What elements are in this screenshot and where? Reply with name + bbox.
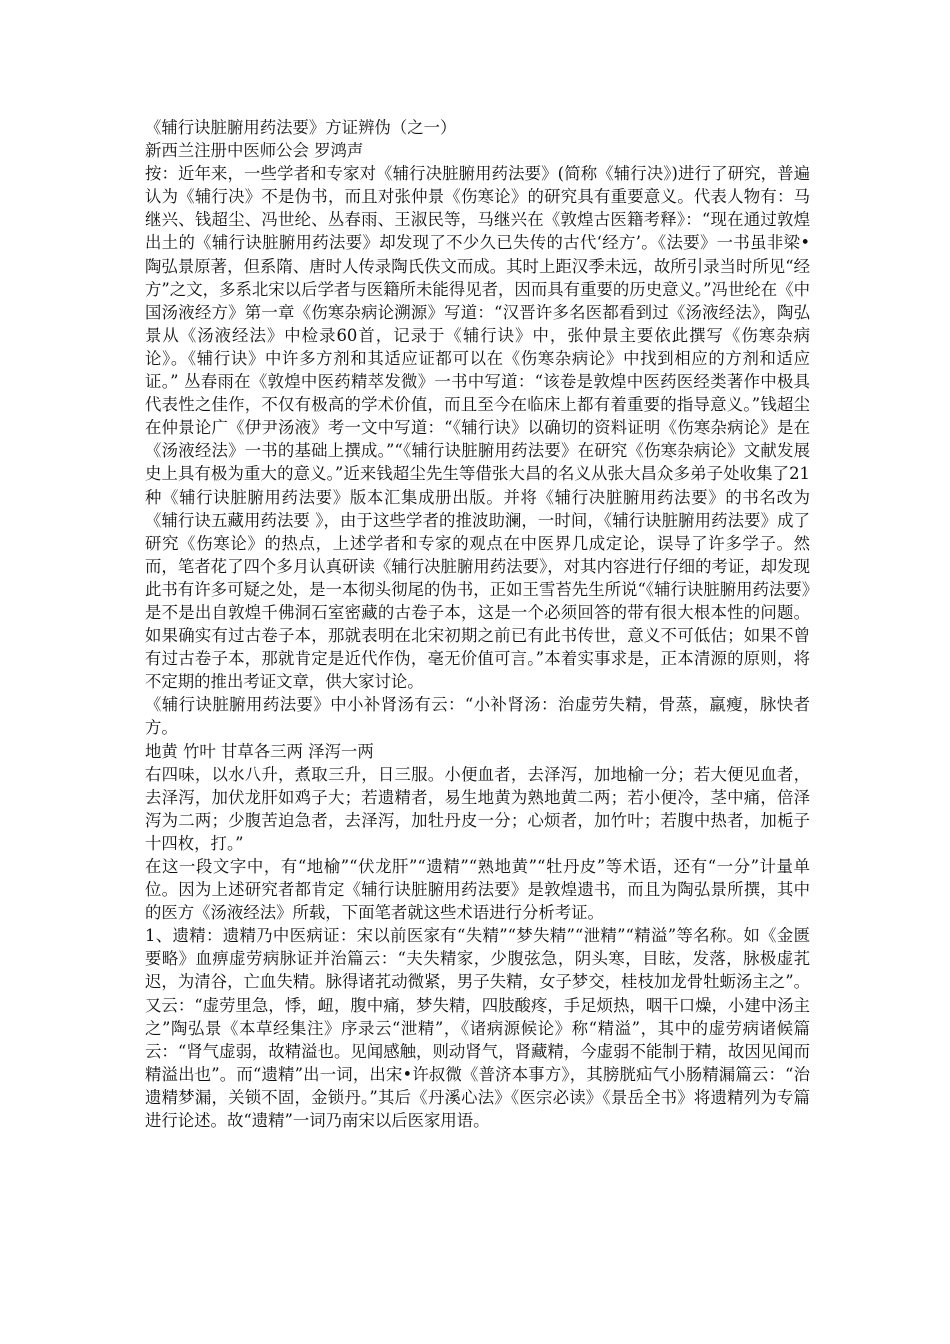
paragraph-xiao-bu-shen-tang: 《辅行诀脏腑用药法要》中小补肾汤有云：“小补肾汤：治虚劳失精，骨蒸，羸瘦，脉快者方。 <box>145 695 810 738</box>
paragraph-formula-instructions: 右四味，以水八升，煮取三升，日三服。小便血者，去泽泻，加地榆一分；若大便见血者，去泽泻，加伏龙肝如鸡子大；若遗精者，易生地黄为熟地黄二两；若小便冷，茎中痛，倍泽泻为二两；少腹苦迫急者，去泽泻，加牡丹皮一分；心烦者，加竹叶；若腹中热者，加栀子十四枚，打。” <box>145 764 810 853</box>
paragraph-introduction: 按：近年来，一些学者和专家对《辅行决脏腑用药法要》(简称《辅行决》)进行了研究，普遍认为《辅行决》不是伪书，而且对张仲景《伤寒论》的研究具有重要意义。代表人物有：马继兴、钱超尘、冯世纶、丛春雨、王淑民等，马继兴在《敦煌古医籍考释》：“现在通过敦煌出土的《辅行诀脏腑用药法要》却发现了不少久已失传的古代‘经方’。《法要》一书虽非梁•陶弘景原著，但系隋、唐时人传录陶氏佚文而成。其时上距汉季未远，故所引录当时所见“经方”之文，多系北宋以后学者与医籍所未能得见者，因而具有重要的历史意义。”冯世纶在《中国汤液经方》第一章《伤寒杂病论溯源》写道：“汉晋许多名医都看到过《汤液经法》，陶弘景从《汤液经法》中检录60首，记录于《辅行诀》中，张仲景主要依此撰写《伤寒杂病论》。《辅行诀》中许多方剂和其适应证都可以在《伤寒杂病论》中找到相应的方剂和适应证。” 丛春雨在《敦煌中医药精萃发微》一书中写道：“该卷是敦煌中医药医经类著作中极具代表性之佳作，不仅有极高的学术价值，而且至今在临床上都有着重要的指导意义。”钱超尘在仲景论广《伊尹汤液》考一文中写道：“《辅行诀》以确切的资料证明《伤寒杂病论》是在《汤液经法》一书的基础上撰成。”“《辅行诀脏腑用药法要》在研究《伤寒杂病论》文献发展史上具有极为重大的意义。”近来钱超尘先生等借张大昌的名义从张大昌众多弟子处收集了21种《辅行诀脏腑用药法要》版本汇集成册出版。并将《辅行决脏腑用药法要》的书名改为《辅行诀五藏用药法要 》，由于这些学者的推波助澜，一时间，《辅行诀脏腑用药法要》成了研究《伤寒论》的热点，上述学者和专家的观点在中医界几成定论，误导了许多学子。然而，笔者花了四个多月认真研读《辅行决脏腑用药法要》，对其内容进行仔细的考证，却发现此书有许多可疑之处，是一本彻头彻尾的伪书，正如王雪苔先生所说“《辅行诀脏腑用药法要》是不是出自敦煌千佛洞石室密藏的古卷子本，这是一个必须回答的带有很大根本性的问题。如果确实有过古卷子本，那就表明在北宋初期之前已有此书传世，意义不可低估；如果不曾有过古卷子本，那就肯定是近代作伪，毫无价值可言。”本着实事求是，正本清源的原则，将不定期的推出考证文章，供大家讨论。 <box>145 164 810 692</box>
document-title: 《辅行诀脏腑用药法要》方证辨伪（之一） <box>145 118 457 137</box>
document-body <box>145 116 810 1132</box>
paragraph-formula-ingredients: 地黄 竹叶 甘草各三两 泽泻一两 <box>145 741 374 761</box>
document-author: 新西兰注册中医师公会 罗鸿声 <box>145 141 364 161</box>
paragraph-yijing-section: 1、遗精：遗精乃中医病证：宋以前医家有“失精”“梦失精”“泄精”“精溢”等名称。如《金匮要略》血痹虚劳病脉证并治篇云：“夫失精家，少腹弦急，阴头寒，目眩，发落，脉极虚芤迟，为清谷，亡血失精。脉得诸芤动微紧，男子失精，女子梦交，桂枝加龙骨牡蛎汤主之”。又云：“虚劳里急，悸，衄，腹中痛，梦失精，四肢酸疼，手足烦热，咽干口燥，小建中汤主之”陶弘景《本草经集注》序录云“泄精”，《诸病源候论》称“精溢”，其中的虚劳病诸候篇云：“肾气虚弱，故精溢也。见闻感触，则动肾气，肾藏精，今虚弱不能制于精，故因见闻而精溢出也”。而“遗精”出一词，出宋•许叔微《普济本事方》，其膀胱疝气小肠精漏篇云：“治遗精梦漏，关锁不固，金锁丹。”其后《丹溪心法》《医宗必读》《景岳全书》将遗精列为专篇进行论述。故“遗精”一词乃南宋以后医家用语。 <box>145 926 810 1131</box>
paragraph-terminology-analysis: 在这一段文字中，有“地榆”“伏龙肝”“遗精”“熟地黄”“牡丹皮”等术语，还有“一分”计量单位。因为上述研究者都肯定《辅行诀脏腑用药法要》是敦煌遗书，而且为陶弘景所撰，其中的医方《汤液经法》所载，下面笔者就这些术语进行分析考证。 <box>145 857 810 923</box>
